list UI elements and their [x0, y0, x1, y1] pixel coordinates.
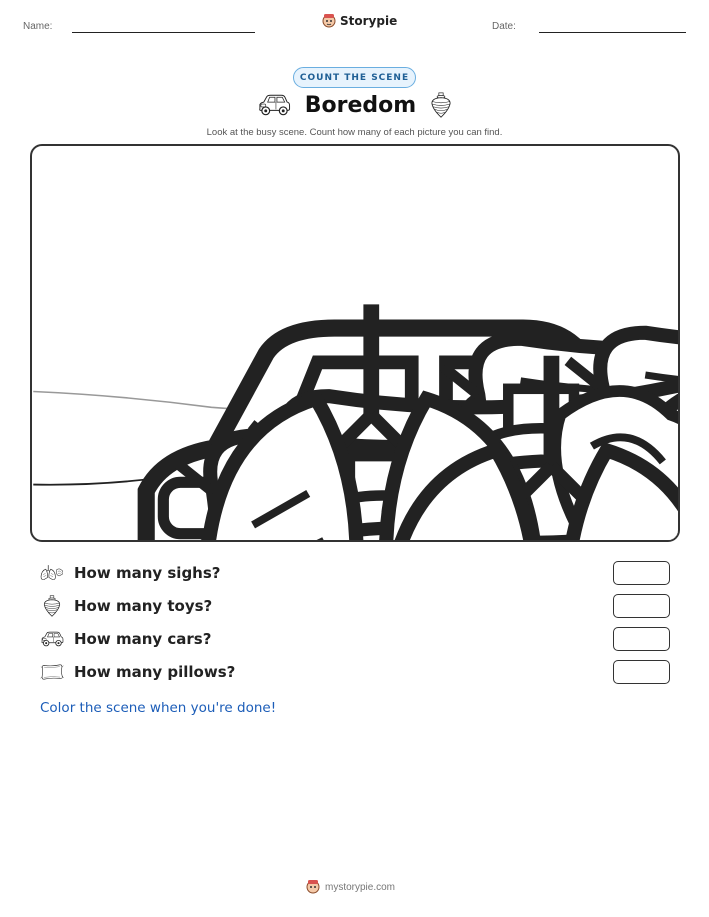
answer-box-toys[interactable]: [613, 594, 670, 618]
closing-note: Color the scene when you're done!: [40, 700, 277, 716]
car-icon: [257, 93, 291, 117]
date-label: Date:: [492, 21, 516, 32]
date-line[interactable]: [539, 32, 686, 33]
spinning-top-icon: [430, 92, 452, 118]
footer: [306, 879, 395, 895]
lungs-icon: [40, 562, 64, 584]
page-title: Boredom: [304, 92, 417, 118]
spinning-top-icon: [40, 595, 64, 617]
brand: [322, 13, 397, 29]
question-row-sighs: [40, 561, 670, 585]
question-row-toys: [40, 594, 670, 618]
name-label: Name:: [23, 21, 53, 32]
brand-name: Storypie: [340, 14, 398, 28]
answer-box-pillows[interactable]: [613, 660, 670, 684]
storypie-logo-icon: [306, 879, 320, 895]
question-text: How many cars?: [74, 630, 212, 648]
busy-scene: [30, 144, 680, 542]
question-text: How many sighs?: [74, 564, 221, 582]
title-row: [0, 92, 709, 118]
footer-url: mystorypie.com: [325, 881, 396, 893]
question-row-pillows: [40, 660, 670, 684]
pillow-icon: [40, 661, 64, 683]
scene-illustration: [32, 146, 678, 540]
count-the-scene-badge: COUNT THE SCENE: [293, 67, 416, 88]
question-row-cars: [40, 627, 670, 651]
instructions: Look at the busy scene. Count how many of each picture you can find.: [206, 127, 503, 138]
answer-box-sighs[interactable]: [613, 561, 670, 585]
answer-box-cars[interactable]: [613, 627, 670, 651]
name-line[interactable]: [72, 32, 255, 33]
car-icon: [40, 628, 64, 650]
question-text: How many toys?: [74, 597, 213, 615]
storypie-logo-icon: [322, 13, 336, 29]
question-text: How many pillows?: [74, 663, 236, 681]
